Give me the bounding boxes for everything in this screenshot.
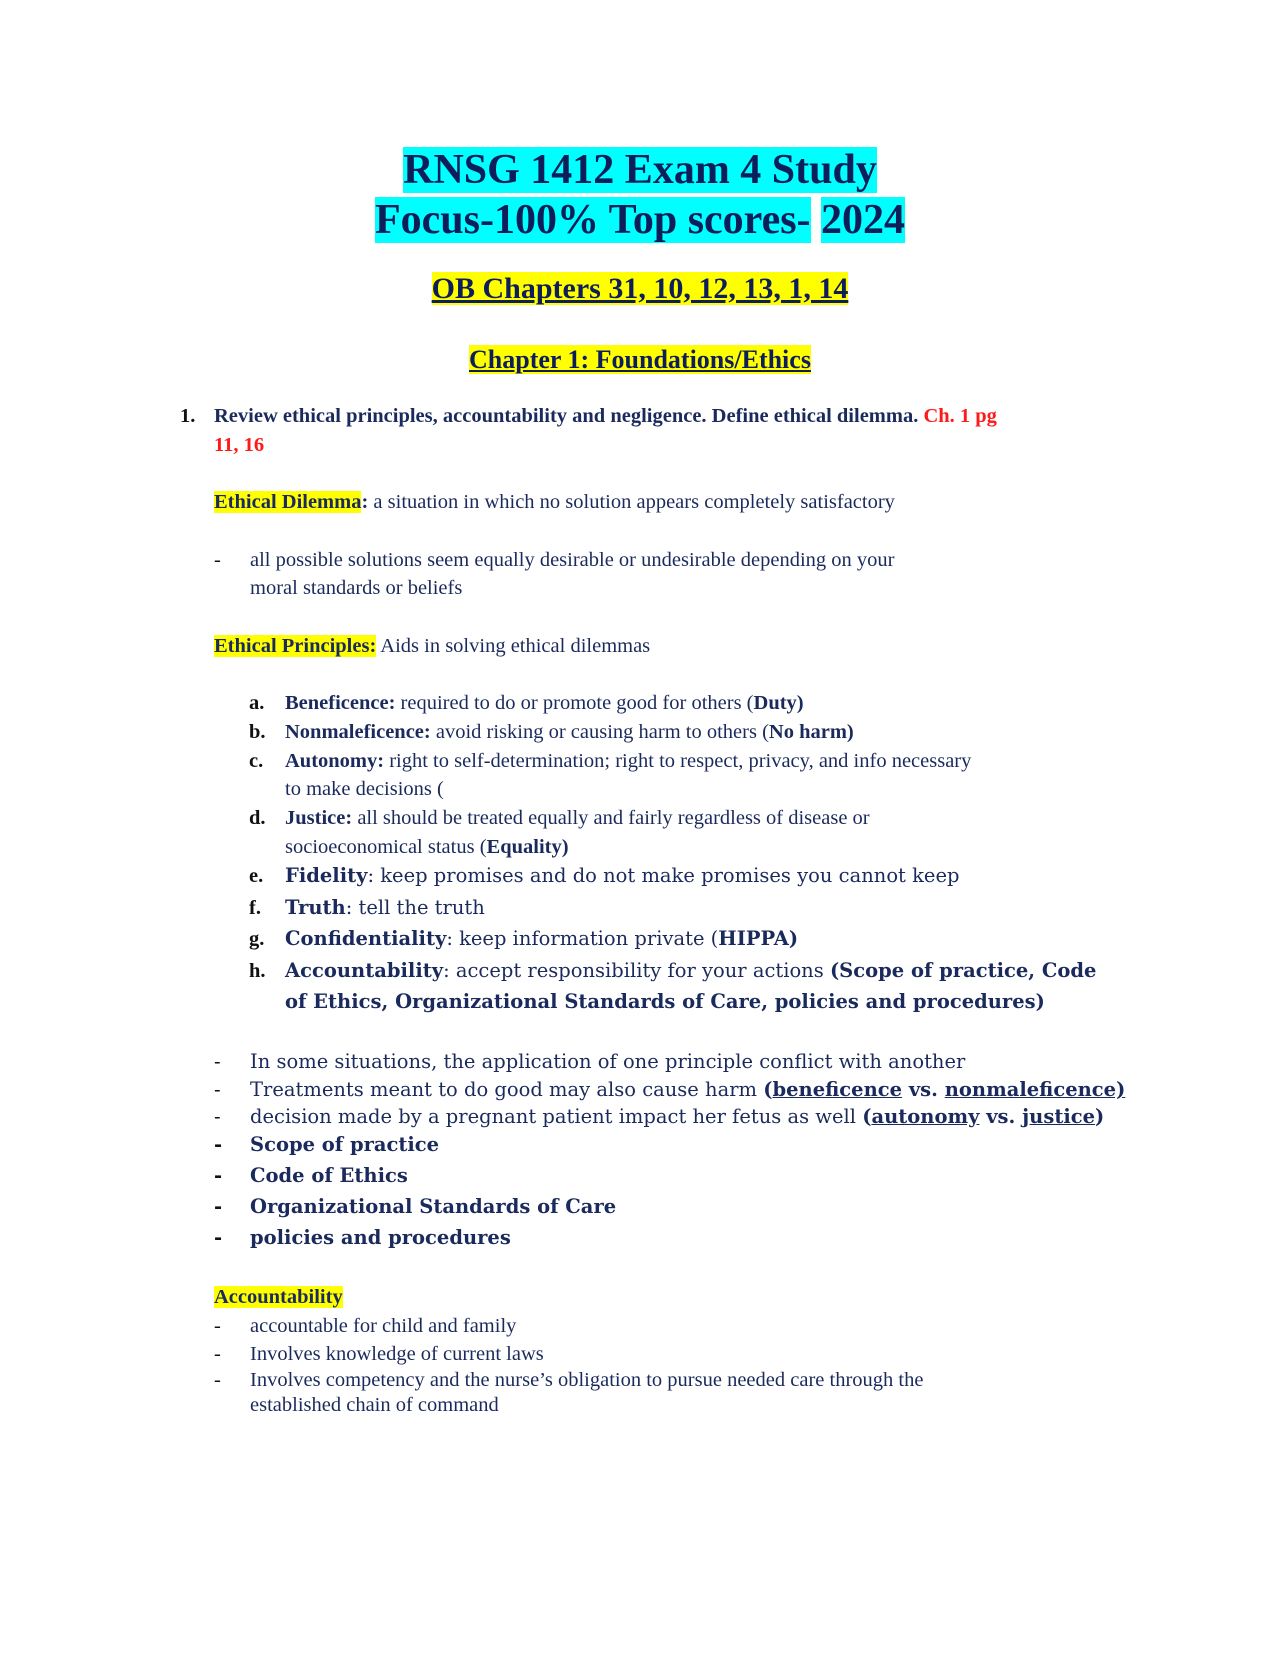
principle-term: Truth: [285, 896, 346, 919]
item-marker: a.: [249, 692, 265, 714]
term-highlight: Ethical Principles:: [214, 635, 377, 657]
principle-tag: (Scope of practice, Code: [829, 959, 1097, 982]
bullet-text: Treatments meant to do good may also cause harm: [250, 1078, 764, 1101]
principle-tag: Duty): [753, 692, 804, 714]
title-text: RNSG 1412 Exam 4 Study: [403, 147, 877, 193]
bullet-text: Organizational Standards of Care: [250, 1195, 617, 1218]
bullet-item: [214, 1163, 408, 1189]
item-marker: e.: [249, 865, 264, 887]
bullet-item: [214, 1132, 440, 1158]
item-marker: g.: [249, 928, 265, 950]
bullet-text: Code of Ethics: [250, 1164, 408, 1187]
dash-bullet: -: [214, 1315, 221, 1337]
principle-item: [249, 926, 799, 952]
bullet-text: Involves knowledge of current laws: [250, 1343, 544, 1365]
principle-term: Autonomy:: [285, 750, 385, 772]
dash-bullet: -: [214, 1105, 221, 1128]
principle-tag: Equality): [486, 836, 569, 858]
principle-link: autonomy: [871, 1105, 980, 1128]
bullet-item: [214, 1194, 617, 1220]
document-title-line2: [0, 195, 1280, 245]
bullet-item: [214, 547, 895, 573]
dash-bullet: -: [214, 1226, 223, 1249]
principle-item: [249, 719, 854, 745]
principle-term: Confidentiality: [285, 927, 447, 950]
definition: a situation in which no solution appears completely satisfactory: [368, 491, 895, 513]
dash-bullet: -: [214, 1133, 223, 1156]
dash-bullet: -: [214, 549, 221, 571]
bullet-text: all possible solutions seem equally desirable or undesirable depending on your: [250, 549, 895, 571]
principle-text: : accept responsibility for your actions: [443, 959, 830, 982]
principle-item: [249, 958, 1097, 984]
bullet-text-cont: moral standards or beliefs: [250, 577, 463, 599]
principle-link: beneficence: [772, 1078, 903, 1101]
versus: vs.: [902, 1078, 945, 1101]
principle-item: [249, 863, 960, 889]
ethical-principles-definition: [214, 633, 650, 659]
principle-text: right to self-determination; right to respect, privacy, and info necessary: [384, 750, 972, 772]
principle-text: avoid risking or causing harm to others (: [430, 721, 769, 743]
bullet-text: policies and procedures: [250, 1226, 511, 1249]
item-marker: c.: [249, 750, 264, 772]
chapter-heading-text: Chapter 1: Foundations/Ethics: [469, 345, 811, 374]
accountability-heading: [214, 1284, 343, 1310]
bullet-item: [214, 1225, 511, 1251]
bullet-item: [214, 1049, 966, 1075]
bullet-item: [214, 1341, 544, 1367]
colon: :: [361, 491, 369, 513]
question-number: 1.: [180, 405, 196, 427]
principle-text-cont: socioeconomical status (: [285, 836, 487, 858]
principle-item: [249, 895, 485, 921]
principle-text-cont: to make decisions (: [285, 778, 444, 800]
principle-term: Justice:: [285, 807, 353, 829]
page-reference-cont: 11, 16: [214, 434, 265, 456]
title-year: 2024: [821, 197, 906, 243]
bullet-text: decision made by a pregnant patient impact her fetus as well: [250, 1105, 863, 1128]
principle-term: Fidelity: [285, 864, 368, 887]
item-marker: b.: [249, 721, 266, 743]
title-text: Focus-100% Top scores-: [374, 197, 811, 243]
bullet-text: Involves competency and the nurse’s obligation to pursue needed care through the: [250, 1369, 924, 1391]
principle-tag: HIPPA): [718, 927, 799, 950]
question-text: Review ethical principles, accountability and negligence. Define ethical dilemma.: [214, 405, 919, 427]
principle-item: [249, 690, 804, 716]
principle-tag-cont: of Ethics, Organizational Standards of Care, policies and procedures): [285, 990, 1045, 1013]
bullet-text: In some situations, the application of one principle conflict with another: [250, 1050, 966, 1073]
principle-link: nonmaleficence): [944, 1078, 1126, 1101]
paren: (: [763, 1078, 773, 1101]
paren: (: [862, 1105, 872, 1128]
bullet-item: [214, 1367, 924, 1393]
heading-highlight: Accountability: [214, 1286, 343, 1308]
page-reference: Ch. 1 pg: [923, 405, 997, 427]
principle-item: [249, 805, 870, 831]
bullet-item: [214, 1077, 1126, 1103]
subtitle-text: OB Chapters 31, 10, 12, 13, 1, 14: [431, 272, 849, 305]
bullet-text: accountable for child and family: [250, 1315, 517, 1337]
bullet-item: [214, 1313, 517, 1339]
principle-item: [249, 748, 972, 774]
dash-bullet: -: [214, 1369, 221, 1391]
item-marker: h.: [249, 960, 266, 982]
dash-bullet: -: [214, 1050, 221, 1073]
chapter-heading: [0, 344, 1280, 376]
bullet-text-cont: established chain of command: [250, 1394, 499, 1416]
item-marker: d.: [249, 807, 266, 829]
paren: ): [1095, 1105, 1105, 1128]
document-title-line1: [0, 145, 1280, 195]
item-marker: f.: [249, 897, 261, 919]
principle-item-cont: [285, 834, 569, 860]
principle-text: : tell the truth: [345, 896, 485, 919]
principle-text: all should be treated equally and fairly regardless of disease or: [352, 807, 870, 829]
principle-link: justice: [1022, 1105, 1096, 1128]
principle-text: : keep promises and do not make promises you cannot keep: [367, 864, 960, 887]
principle-text: : keep information private (: [446, 927, 719, 950]
principle-term: Nonmaleficence:: [285, 721, 431, 743]
dash-bullet: -: [214, 1195, 223, 1218]
principle-term: Accountability: [285, 959, 444, 982]
term-highlight: Ethical Dilemma: [214, 491, 362, 513]
ethical-dilemma-definition: [214, 489, 895, 515]
dash-bullet: -: [214, 1164, 223, 1187]
dash-bullet: -: [214, 1343, 221, 1365]
dash-bullet: -: [214, 1078, 221, 1101]
bullet-item: [214, 1104, 1105, 1130]
principle-tag: No harm): [768, 721, 854, 743]
bullet-text: Scope of practice: [250, 1133, 440, 1156]
subtitle: [0, 272, 1280, 306]
principle-term: Beneficence:: [285, 692, 396, 714]
principle-text: required to do or promote good for others (: [395, 692, 754, 714]
question-1: [180, 403, 997, 429]
versus: vs.: [979, 1105, 1023, 1128]
definition: Aids in solving ethical dilemmas: [376, 635, 651, 657]
